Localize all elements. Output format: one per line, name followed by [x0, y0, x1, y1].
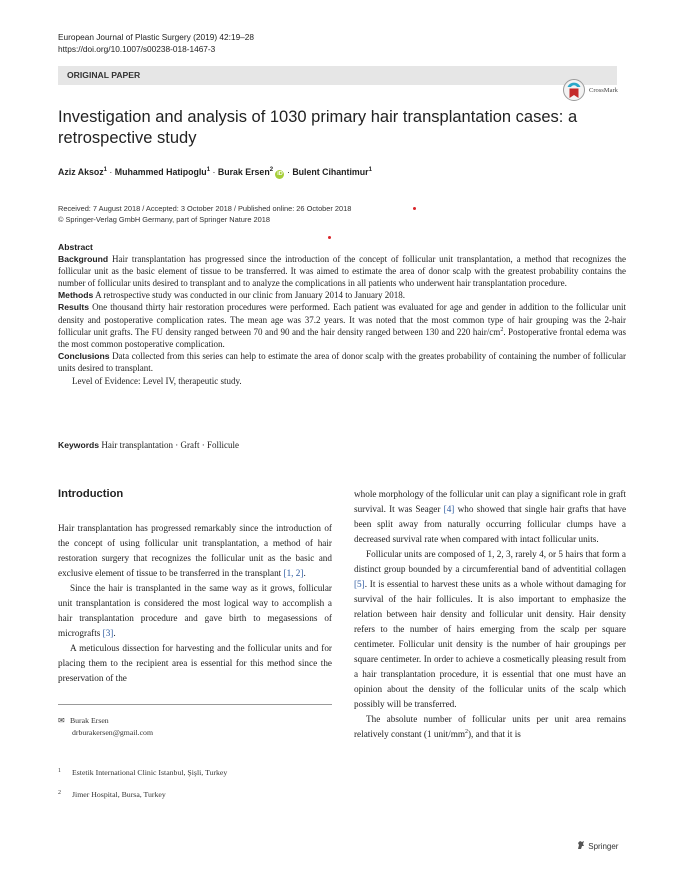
contact-email[interactable]: drburakersen@gmail.com — [72, 728, 154, 737]
paper-title: Investigation and analysis of 1030 primary hair transplantation cases: a retrospective study — [58, 108, 578, 147]
citation-link[interactable]: [4] — [443, 504, 455, 514]
right-column — [354, 487, 626, 742]
journal-header — [58, 31, 254, 55]
paragraph — [58, 641, 332, 686]
paragraph — [354, 712, 626, 742]
affiliation-text: Estetik International Clinic Istanbul, Şişli, Turkey — [72, 768, 228, 777]
journal-doi[interactable]: https://doi.org/10.1007/s00238-018-1467-3 — [58, 44, 216, 54]
affiliation-number: 1 — [58, 768, 61, 774]
keywords — [58, 440, 239, 450]
abstract-conclusions — [58, 350, 626, 374]
crossmark-badge[interactable] — [562, 78, 632, 104]
paragraph — [354, 487, 626, 547]
paragraph — [354, 547, 626, 712]
methods-text: A retrospective study was conducted in our clinic from January 2014 to January 2018. — [95, 290, 406, 301]
conclusions-text: Data collected from this series can help to estimate the area of donor scalp with the greates probability of containing the number of follicular units desired to transplant. — [58, 350, 627, 373]
author-affiliation-number: 1 — [206, 167, 211, 174]
red-dot-marker — [328, 236, 331, 239]
abstract — [58, 241, 626, 387]
crossmark-label: CrossMark — [589, 87, 618, 94]
author-name[interactable]: Muhammed Hatipoglu — [114, 167, 207, 177]
springer-horse-icon — [576, 840, 586, 850]
contact-name: Burak Ersen — [69, 716, 109, 725]
author-affiliation-number: 1 — [368, 167, 372, 174]
red-dot-marker — [413, 207, 416, 210]
section-heading: Introduction — [58, 488, 124, 500]
author-list: Aziz Aksoz$^1$ · Muhammed Hatipoglu$^1$ · Burak Ersen$^2$ iD · Bulent Cihantimur$^1$ — [58, 167, 372, 177]
paragraph-text: The absolute number of follicular units per unit area remains relatively constant (1 unit/mm — [354, 714, 626, 739]
conclusions-label: Conclusions — [58, 350, 110, 361]
paragraph-text: A meticulous dissection for harvesting and the follicular units and for placing them to the recipient area is essential for this method since the preservation of the — [58, 643, 332, 683]
paper-type-label: ORIGINAL PAPER — [67, 70, 141, 80]
affiliations — [58, 761, 227, 805]
crossmark-icon — [562, 78, 586, 104]
paragraph-text: Since the hair is transplanted in the same way as it grows, follicular unit transplantation is considered the most logical way to accomplish a hair transplantation procedure and gave birth to megasessions of micrografts — [58, 583, 332, 638]
left-column — [58, 487, 332, 686]
footnote-divider — [58, 704, 332, 705]
author-affiliation-number: 1 — [103, 167, 107, 174]
background-label: Background — [58, 254, 109, 265]
abstract-methods — [58, 289, 626, 301]
paper-type-bar — [58, 66, 617, 85]
results-text-end: . Postoperative frontal edema was the most common postoperative complication. — [58, 326, 626, 349]
results-label: Results — [58, 302, 90, 313]
orcid-icon[interactable]: iD — [277, 171, 283, 177]
author-name[interactable]: Burak Ersen — [217, 167, 270, 177]
author-name[interactable]: Bulent Cihantimur — [292, 167, 369, 177]
superscript: 2 — [465, 729, 468, 735]
publisher-logo — [576, 840, 618, 851]
keywords-label: Keywords — [58, 440, 100, 450]
affiliation-item — [58, 761, 227, 783]
abstract-results — [58, 301, 626, 349]
publisher-name: Springer — [588, 842, 619, 851]
journal-citation: European Journal of Plastic Surgery (2019) 42:19–28 — [58, 32, 255, 42]
paragraph-text: Hair transplantation has progressed remarkably since the introduction of the concept of using follicular unit transplantation, a method of hair restoration surgery that recognizes the follicular unit as the basic and exclusive element of tissue to be transferred in the transplant — [58, 523, 332, 578]
envelope-icon: ✉ — [58, 716, 65, 725]
citation-link[interactable]: [1, 2] — [283, 568, 304, 578]
results-superscript: 2 — [500, 326, 504, 333]
paragraph-text: ), and that it is — [468, 729, 521, 739]
affiliation-item — [58, 783, 227, 805]
citation-link[interactable]: [3] — [102, 628, 114, 638]
paragraph-text: Follicular units are composed of 1, 2, 3, rarely 4, or 5 hairs that form a distinct group bounded by a circumferential band of adventitial collagen — [354, 549, 626, 574]
author-affiliation-number: 2 — [269, 167, 274, 174]
copyright: © Springer-Verlag GmbH Germany, part of Springer Nature 2018 — [58, 215, 270, 224]
background-text: Hair transplantation has progressed since the introduction of the concept of follicular unit transplantation, a method that recognizes the follicular unit as the basic element of tissue to be transferred. It was aimed to estimate the area of donor scalp with the greatest probability contains the number of follicular units desired to transplant and to analyze the complications in all patients who underwent hair transplantation procedure. — [58, 254, 626, 289]
paragraph-text: who showed that single hair grafts that have been split away from naturally occurring follicular clumps have a decreased survival rate when compared with intact follicular units. — [354, 504, 627, 544]
paragraph: Since the hair is transplanted in the same way as it grows, follicular unit transplantation is considered the most logical way to accomplish a hair transplantation procedure and gave birth to megasessions of micrografts [3]. — [58, 583, 332, 638]
paragraph-text: whole morphology of the follicular unit can play a significant role in graft survival. It was Seager — [354, 489, 626, 514]
results-text: One thousand thirty hair restoration procedures were performed. Each patient was evaluated for age and gender in addition to the follicular unit density and postoperative complication rates. The mean age was 37.2 years. It was noted that the most common type of hair grouping was the 2-hair follicular unit grafts. The FU density ranged between 70 and 90 and the hair density ranged between 130 and 220 hair/cm — [58, 302, 626, 337]
abstract-heading: Abstract — [58, 242, 93, 252]
citation-link[interactable]: [5] — [354, 579, 365, 589]
author-name[interactable]: Aziz Aksoz — [58, 167, 104, 177]
received-dates: Received: 7 August 2018 / Accepted: 3 October 2018 / Published online: 26 October 2018 — [58, 204, 352, 213]
paragraph-text: . It is essential to harvest these units as a whole without damaging for survival of the hair follicules. It is also important to emphasize the relation between hair density and follicular unit density. Hair density refers to the number of hairs emerging from the scalp per square centimeter. Follicular unit density is the number of hair groupings per square centimeter. In order to achieve a cosmetically pleasing result from a hair transplantation procedure, it is essential that one must have an opinion about the density of the follicular units of the scalp which possibly will be transferred. — [354, 579, 626, 709]
level-of-evidence: Level of Evidence: Level IV, therapeutic study. — [72, 376, 242, 387]
abstract-background — [58, 253, 626, 289]
methods-label: Methods — [58, 290, 94, 301]
corresponding-author — [58, 715, 153, 739]
publication-dates — [58, 203, 351, 225]
paragraph: Hair transplantation has progressed remarkably since the introduction of the concept of using follicular unit transplantation, a method of hair restoration surgery that recognizes the follicular unit as the basic and exclusive element of tissue to be transferred in the transplant [1, 2]. — [58, 523, 332, 578]
keywords-text: Hair transplantation · Graft · Follicule — [101, 440, 240, 450]
affiliation-text: Jimer Hospital, Bursa, Turkey — [72, 790, 166, 799]
affiliation-number: 2 — [58, 790, 61, 796]
